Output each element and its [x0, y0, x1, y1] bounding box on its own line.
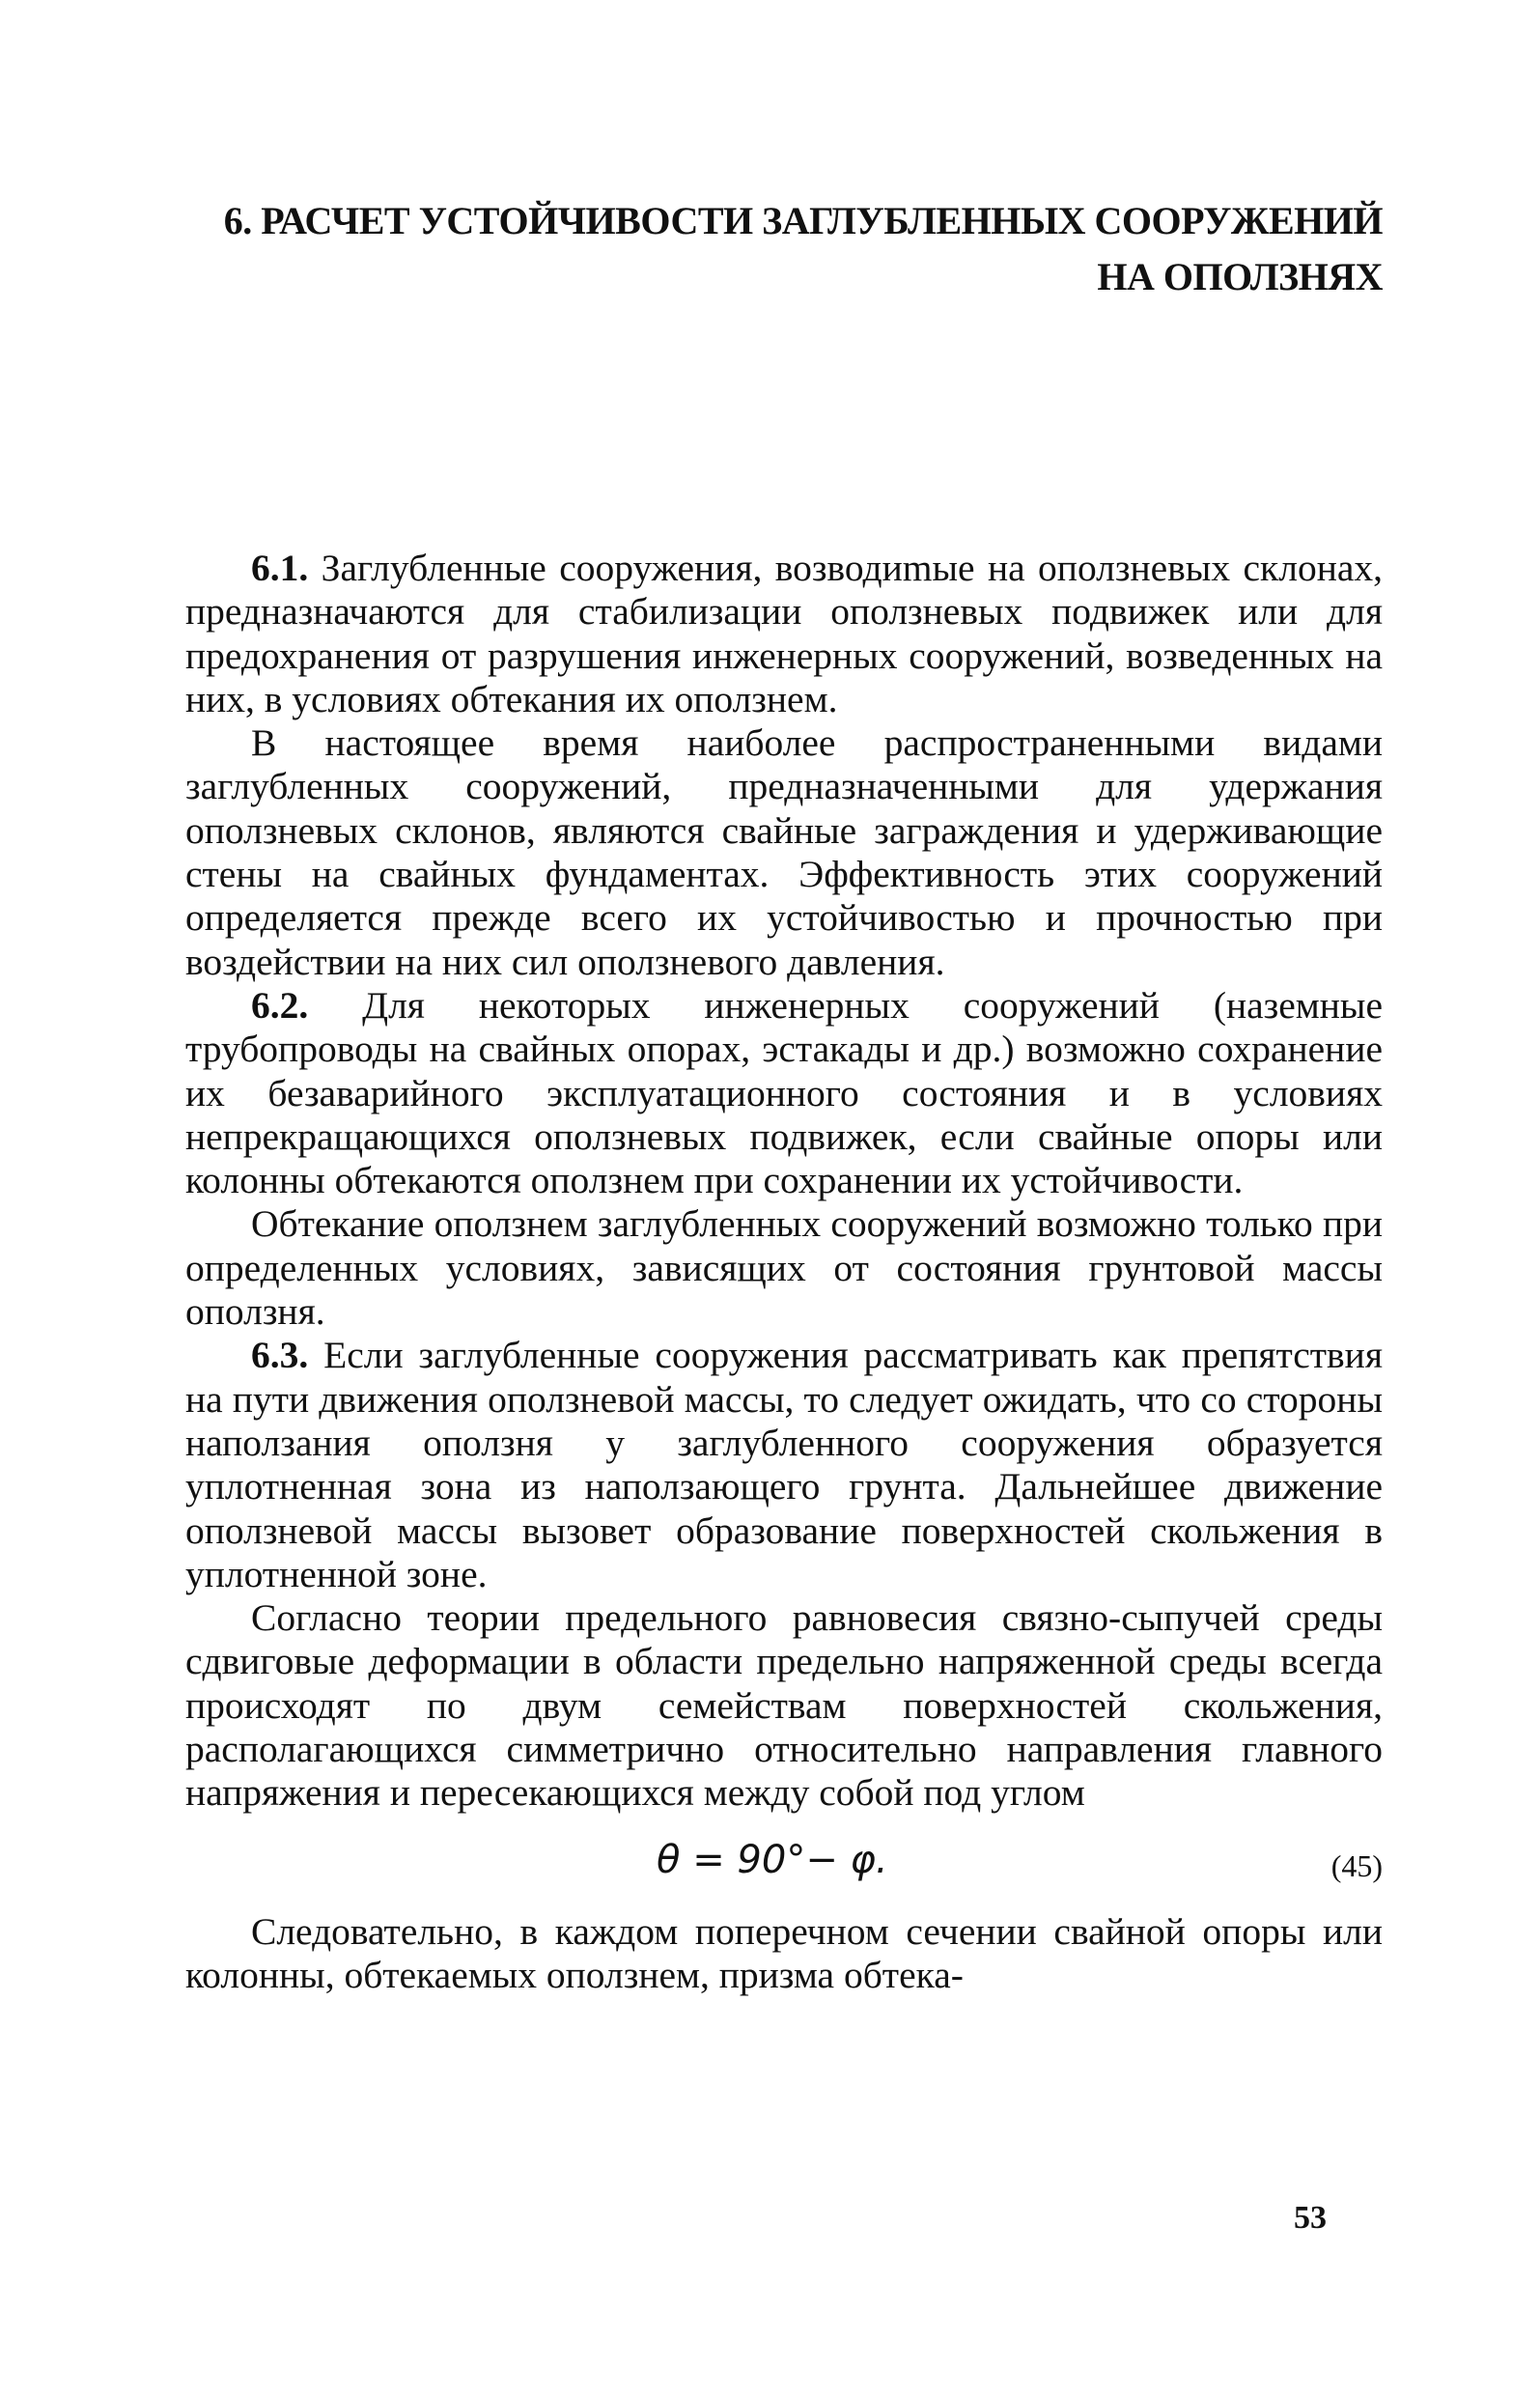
paragraph-text: Обтекание оползнем заглубленных сооружений возможно только при определенных условиях, зависящих от состояния грунтовой массы оползня. — [185, 1202, 1383, 1334]
paragraph-6-1 — [185, 547, 1383, 721]
paragraph-current-types — [185, 721, 1383, 984]
paragraph-number: 6.3. — [251, 1334, 309, 1377]
paragraph-flow-conditions — [185, 1202, 1383, 1334]
paragraph-6-3 — [185, 1334, 1383, 1596]
section-title-line-2: НА ОПОЛЗНЯХ — [1097, 255, 1383, 298]
formula-45 — [185, 1823, 1383, 1904]
paragraph-equilibrium-theory — [185, 1596, 1383, 1815]
paragraph-text: Согласно теории предельного равновесия связно-сыпучей среды сдвиговые деформации в области предельно напряженной среды всегда происходят по двум семействам поверхностей скольжения, располагающихся симметрично относительно направления главного напряжения и пересекающихся между собой под углом — [185, 1596, 1383, 1815]
section-title-line-1: 6. РАСЧЕТ УСТОЙЧИВОСТИ ЗАГЛУБЛЕННЫХ СООРУЖЕНИЙ — [223, 199, 1383, 242]
paragraph-consequently — [185, 1910, 1383, 1998]
paragraph-number: 6.1. — [251, 547, 309, 589]
page-number: 53 — [1294, 2200, 1327, 2236]
document-page — [185, 193, 1383, 1997]
equation-number: (45) — [1330, 1847, 1383, 1883]
paragraph-text: Заглубленные сооружения, возводиmые на оползневых склонах, предназначаются для стабилизации оползневых подвижек или для предохранения от разрушения инженерных сооружений, возведенных на них, в условиях обтекания их оползнем. — [185, 547, 1383, 720]
paragraph-text: В настоящее время наиболее распространенными видами заглубленных сооружений, предназначенными для удержания оползневых склонов, являются свайные заграждения и удерживающие стены на свайных фундаментах. Эффективность этих сооружений определяется прежде всего их устойчивостью и прочностью при воздействии на них сил оползневого давления. — [185, 721, 1383, 983]
section-heading — [185, 193, 1383, 305]
paragraph-text: Для некоторых инженерных сооружений (наземные трубопроводы на свайных опорах, эстакады и др.) возможно сохранение их безаварийного эксплуатационного состояния и в условиях непрекращающихся оползневых подвижек, если свайные опоры или колонны обтекаются оползнем при сохранении их устойчивости. — [185, 983, 1383, 1202]
paragraph-text: Если заглубленные сооружения рассматривать как препятствия на пути движения оползневой массы, то следует ожидать, что со стороны наползания оползня у заглубленного сооружения образуется уплотненная зона из наползающего грунта. Дальнейшее движение оползневой массы вызовет образование поверхностей скольжения в уплотненной зоне. — [185, 1334, 1383, 1595]
paragraph-text: Следовательно, в каждом поперечном сечении свайной опоры или колонны, обтекаемых оползнем, призма обтека- — [185, 1909, 1383, 1996]
formula-expression: θ = 90°− φ. — [657, 1837, 888, 1882]
paragraph-number: 6.2. — [251, 983, 309, 1027]
paragraph-6-2 — [185, 984, 1383, 1202]
body-text — [185, 547, 1383, 1997]
